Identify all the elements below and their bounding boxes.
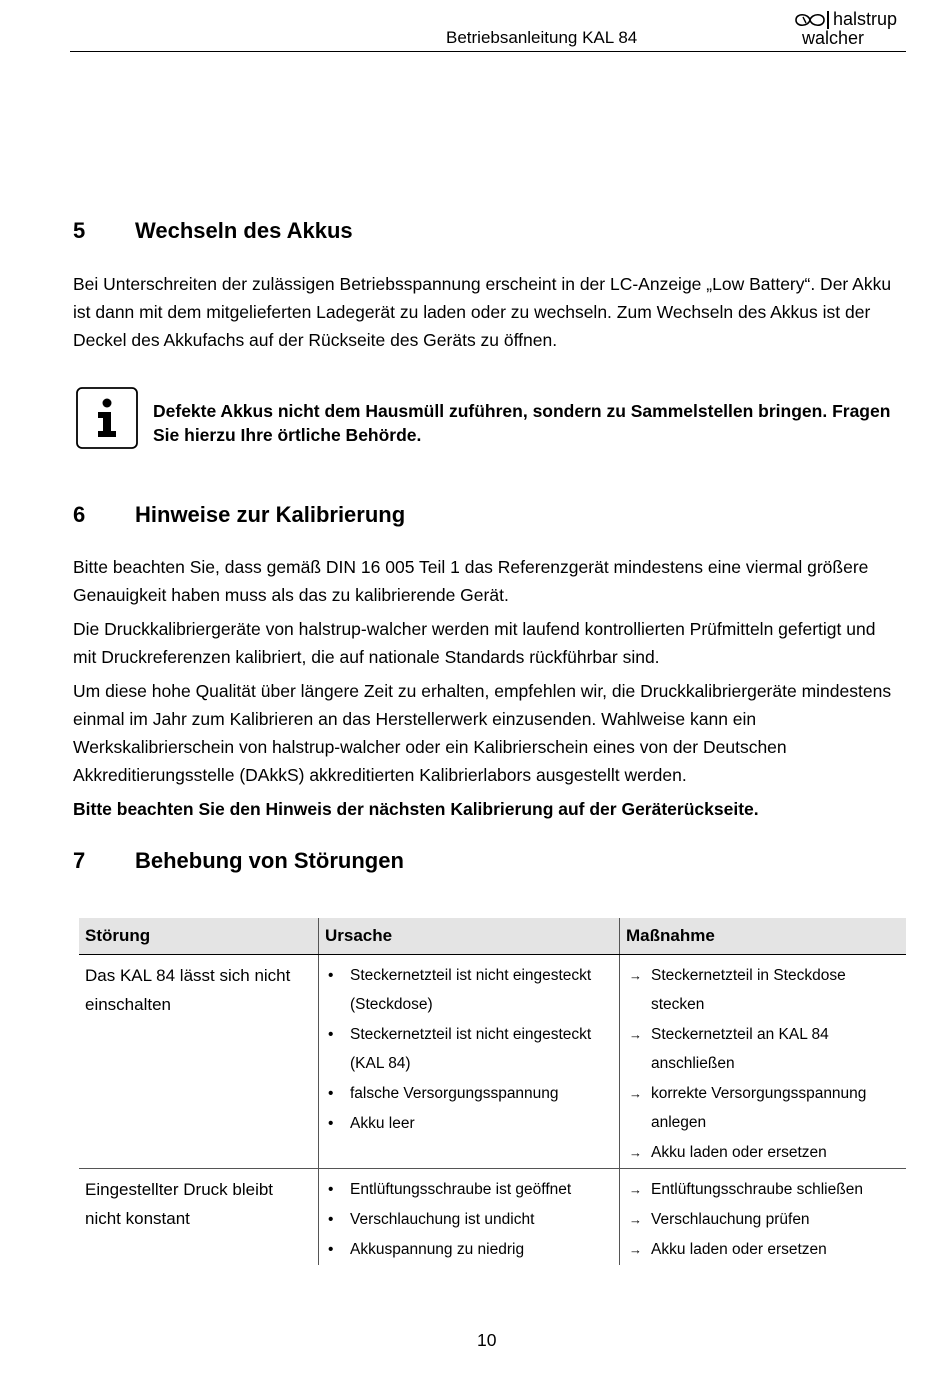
section-7-heading (73, 848, 404, 874)
document-title: Betriebsanleitung KAL 84 (446, 28, 638, 47)
list-item: • falsche Versorgungsspannung (325, 1079, 613, 1108)
section-5-paragraph: Bei Unterschreiten der zulässigen Betriebsspannung erscheint in der LC-Anzeige „Low Battery“. Der Akku ist dann mit dem mitgelieferten Ladegerät zu laden oder zu wechseln. Zum Wechseln des Akkus ist der Deckel des Akkufachs auf der Rückseite des Geräts zu öffnen. (73, 274, 892, 350)
section-6-paragraph-1: Bitte beachten Sie, dass gemäß DIN 16 005 Teil 1 das Referenzgerät mindestens eine viermal größere Genauigkeit haben muss als das zu kalibrierende Gerät. (73, 557, 869, 605)
section-5-heading (73, 218, 353, 244)
list-item: → Steckernetzteil in Steckdose stecken (626, 961, 900, 1019)
section-title: Wechseln des Akkus (135, 218, 353, 243)
table-row (79, 1169, 906, 1266)
table-header-action: Maßnahme (620, 918, 907, 955)
disposal-note: Defekte Akkus nicht dem Hausmüll zuführen, sondern zu Sammelstellen bringen. Fragen Sie hierzu Ihre örtliche Behörde. (153, 401, 891, 445)
section-6-paragraph-3: Um diese hohe Qualität über längere Zeit zu erhalten, empfehlen wir, die Druckkalibriergeräte mindestens einmal im Jahr zum Kalibrieren an das Herstellerwerk einzusenden. Wahlweise kann ein Werkskalibrierschein von halstrup-walcher oder ein Kalibrierschein eines von der Deutschen Akkreditierungsstelle (DAkkS) akkreditierten Kalibrierlabors ausgestellt werden. (73, 681, 892, 785)
list-item: • Steckernetzteil ist nicht eingesteckt (Steckdose) (325, 961, 613, 1019)
action-list (626, 961, 900, 1167)
table-header-fault: Störung (79, 918, 319, 955)
list-item: → Steckernetzteil an KAL 84 anschließen (626, 1020, 900, 1078)
section-6-heading (73, 502, 405, 528)
list-item: • Akkuspannung zu niedrig (325, 1235, 613, 1264)
list-item: • Akku leer (325, 1109, 613, 1138)
list-item: • Steckernetzteil ist nicht eingesteckt (KAL 84) (325, 1020, 613, 1078)
list-item: → korrekte Versorgungsspannung anlegen (626, 1079, 900, 1137)
table-row (79, 955, 906, 1169)
cause-cell (319, 1169, 620, 1266)
page-number: 10 (477, 1330, 497, 1350)
fault-cell: Eingestellter Druck bleibt nicht konstant (85, 1180, 274, 1228)
section-number: 6 (73, 502, 86, 527)
list-item: → Verschlauchung prüfen (626, 1205, 900, 1234)
logo-text-halstrup: halstrup (833, 9, 898, 29)
section-title: Hinweise zur Kalibrierung (135, 502, 406, 527)
section-number: 5 (73, 218, 86, 243)
fault-cell: Das KAL 84 lässt sich nicht einschalten (79, 955, 319, 1169)
logo-text-walcher: walcher (802, 28, 865, 48)
table-header-row (79, 918, 906, 955)
section-number: 7 (73, 848, 86, 873)
section-title: Behebung von Störungen (135, 848, 404, 873)
cause-list (325, 1175, 613, 1264)
action-cell (620, 955, 907, 1169)
action-cell (620, 1169, 907, 1266)
table-header-cause: Ursache (319, 918, 620, 955)
halstrup-walcher-logo-icon (794, 10, 826, 30)
list-item: → Akku laden oder ersetzen (626, 1235, 900, 1264)
list-item: → Akku laden oder ersetzen (626, 1138, 900, 1167)
info-icon (76, 387, 138, 449)
section-6-paragraph-2: Die Druckkalibriergeräte von halstrup-walcher werden mit laufend kontrollierten Prüfmitteln gefertigt und mit Druckreferenzen kalibriert, die auf nationale Standards rückführbar sind. (73, 619, 876, 667)
list-item: • Entlüftungsschraube ist geöffnet (325, 1175, 613, 1204)
section-6-paragraph-4: Bitte beachten Sie den Hinweis der nächsten Kalibrierung auf der Geräterückseite. (73, 799, 759, 819)
list-item: → Entlüftungsschraube schließen (626, 1175, 900, 1204)
header-divider (70, 51, 906, 52)
troubleshooting-table (79, 918, 906, 1265)
company-logo (794, 8, 904, 48)
cause-cell (319, 955, 620, 1169)
list-item: • Verschlauchung ist undicht (325, 1205, 613, 1234)
cause-list (325, 961, 613, 1138)
action-list (626, 1175, 900, 1264)
